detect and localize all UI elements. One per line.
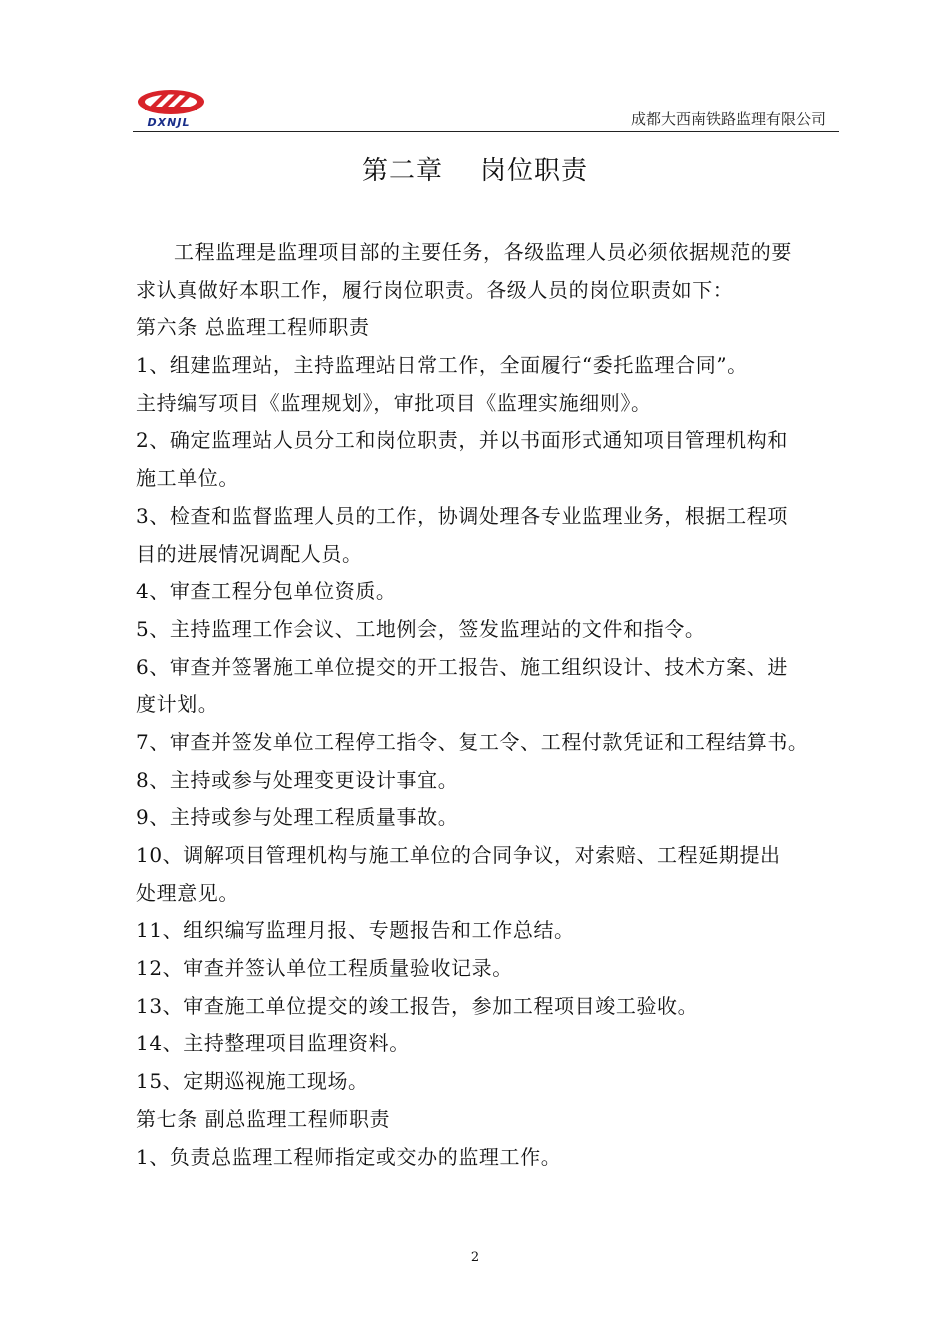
text-line: 6、审查并签署施工单位提交的开工报告、施工组织设计、技术方案、进 (136, 654, 788, 679)
text-line: 主持编写项目《监理规划》，审批项目《监理实施细则》。 (136, 390, 652, 415)
text-line: 2、确定监理站人员分工和岗位职责，并以书面形式通知项目管理机构和 (136, 428, 788, 453)
page-number: 2 (470, 1250, 480, 1265)
text-line: 10、调解项目管理机构与施工单位的合同争议，对索赔、工程延期提出 (136, 843, 781, 867)
text-line: 13、审查施工单位提交的竣工报告，参加工程项目竣工验收。 (136, 993, 699, 1018)
logo-emblem-icon (133, 88, 209, 118)
text-line: 5、主持监理工作会议、工地例会，签发监理站的文件和指令。 (136, 616, 706, 641)
chapter-title: 第二章 岗位职责 (361, 156, 589, 186)
text-line: 1、负责总监理工程师指定或交办的监理工作。 (136, 1144, 562, 1169)
page-header (133, 88, 838, 132)
text-line: 3、检查和监督监理人员的工作，协调处理各专业监理业务，根据工程项 (136, 503, 788, 528)
text-line: 7、审查并签发单位工程停工指令、复工令、工程付款凭证和工程结算书。 (136, 729, 809, 754)
text-line: 求认真做好本职工作，履行岗位职责。各级人员的岗位职责如下： (136, 277, 734, 302)
text-line: 15、定期巡视施工现场。 (136, 1069, 369, 1094)
company-logo (133, 88, 213, 132)
text-line: 12、审查并签认单位工程质量验收记录。 (136, 956, 513, 981)
text-line: 工程监理是监理项目部的主要任务，各级监理人员必须依据规范的要 (174, 240, 792, 264)
text-line: 目的进展情况调配人员。 (136, 541, 363, 566)
text-line: 9、主持或参与处理工程质量事故。 (136, 805, 459, 830)
text-line: 度计划。 (136, 692, 219, 717)
header-divider (133, 131, 839, 132)
section-heading: 第六条 总监理工程师职责 (136, 315, 370, 340)
text-line: 处理意见。 (136, 880, 239, 905)
text-line: 4、审查工程分包单位资质。 (136, 579, 397, 604)
logo-text: DXNJL (147, 116, 191, 129)
body-text (136, 234, 842, 1176)
text-line: 8、主持或参与处理变更设计事宜。 (136, 767, 459, 792)
company-name: 成都大西南铁路监理有限公司 (630, 110, 826, 128)
text-line: 施工单位。 (136, 466, 239, 491)
text-line: 1、组建监理站，主持监理站日常工作，全面履行“委托监理合同”。 (136, 353, 748, 378)
text-line: 14、主持整理项目监理资料。 (136, 1031, 410, 1056)
section-heading: 第七条 副总监理工程师职责 (136, 1106, 391, 1131)
text-line: 11、组织编写监理月报、专题报告和工作总结。 (136, 918, 575, 943)
